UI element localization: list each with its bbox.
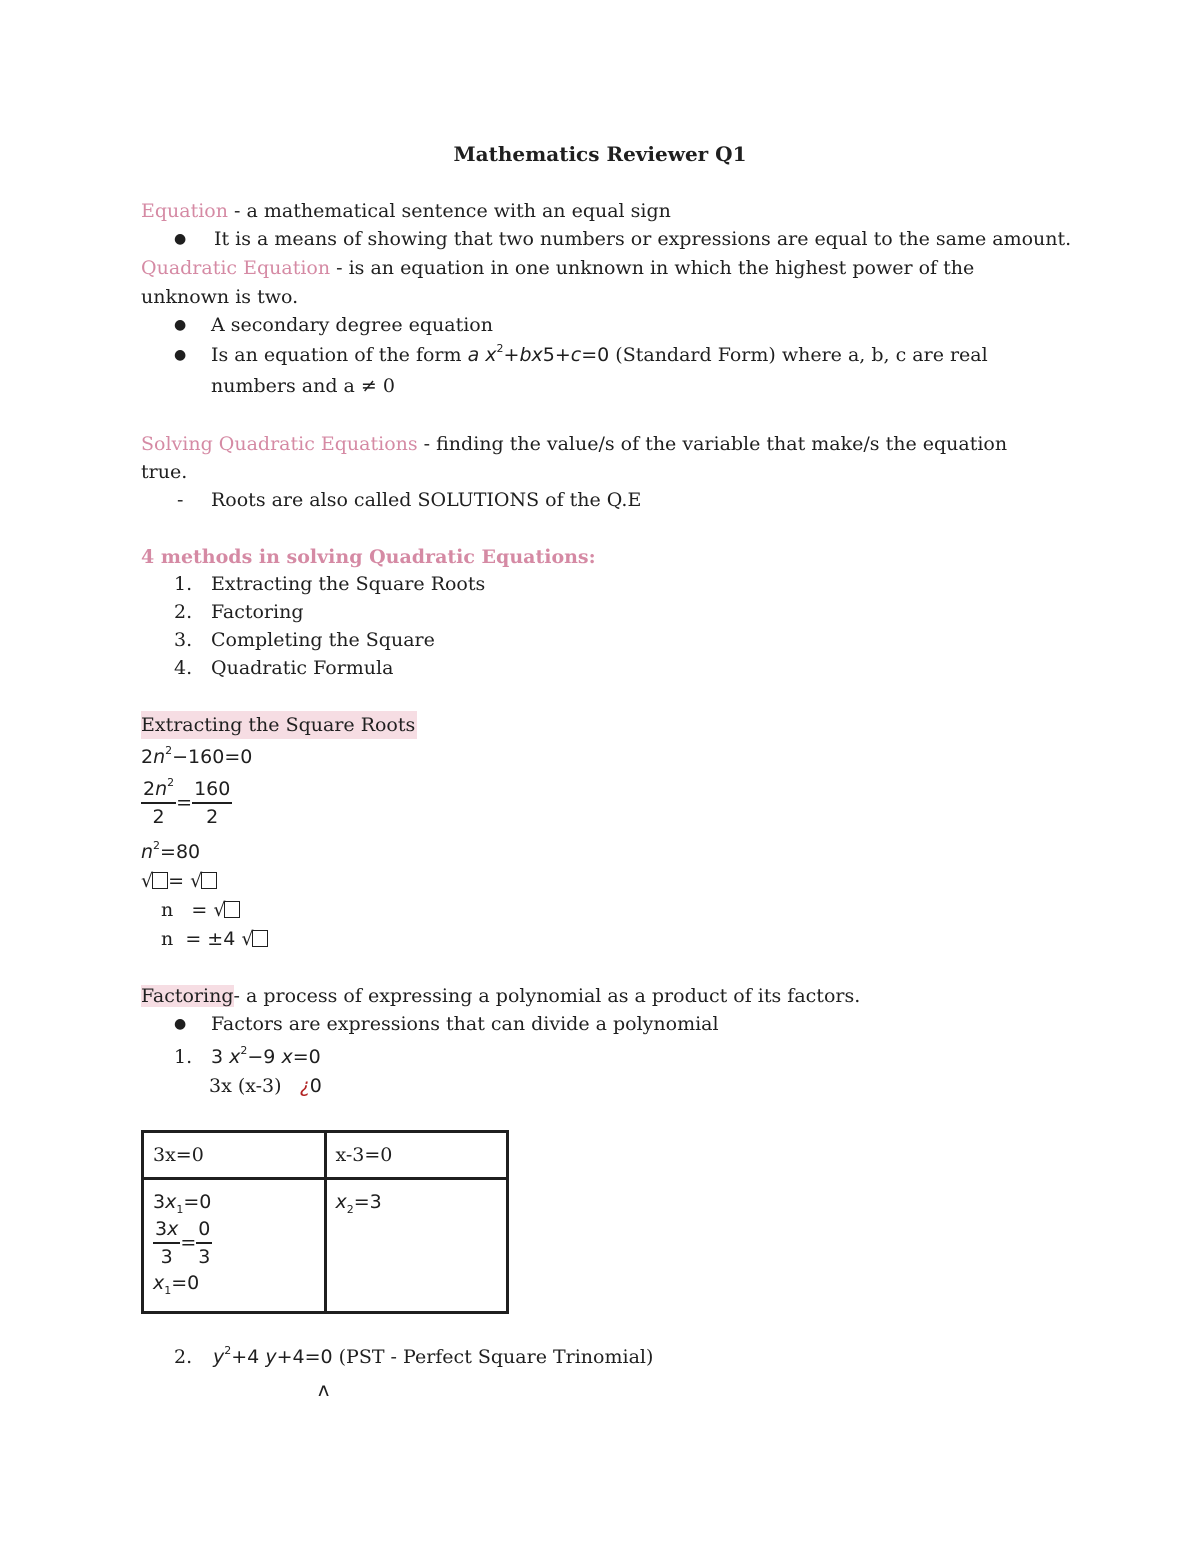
quadratic-term: Quadratic Equation [141, 257, 331, 279]
table-left-line-1: $3x_1=0$ [153, 1191, 212, 1216]
extracting-equation-6-rhs: = ±4 [185, 928, 236, 950]
table-header-left: 3x=0 [153, 1144, 204, 1166]
factoring-item-2 [213, 1343, 653, 1371]
factoring-item-1-factored [209, 1072, 322, 1100]
pst-label: (PST - Perfect Square Trinomial) [332, 1346, 654, 1368]
placeholder-box-icon [201, 872, 217, 889]
factored-expression: 3x (x-3) [209, 1075, 282, 1097]
quadratic-definition-text: - is an equation in one unknown in which the highest power of the [330, 257, 975, 279]
n-variable: n [161, 928, 174, 950]
table-cell [325, 1132, 508, 1179]
bullet-icon: ● [174, 1016, 187, 1032]
list-number: 1. [174, 1046, 193, 1068]
methods-item-4: Quadratic Formula [211, 657, 394, 679]
solving-term: Solving Quadratic Equations [141, 433, 418, 455]
standard-form-formula: a $x^2+bx5+c=0$ [467, 341, 610, 366]
list-number: 2. [174, 601, 193, 623]
equation-term: Equation [141, 200, 228, 222]
page-title: Mathematics Reviewer Q1 [453, 142, 747, 166]
extracting-equation-5: n = √ [161, 896, 240, 924]
bullet-icon: ● [174, 347, 187, 363]
factoring-definition [141, 982, 860, 1010]
factored-zero: 0 [309, 1075, 322, 1097]
solving-definition-line2: true. [141, 461, 188, 483]
methods-item-1: Extracting the Square Roots [211, 573, 486, 595]
placeholder-box-icon [252, 930, 268, 947]
dash-marker: - [177, 489, 184, 511]
methods-item-2: Factoring [211, 601, 304, 623]
quadratic-bullet-2 [211, 341, 988, 369]
extracting-equation-5-rhs: = [191, 899, 208, 921]
bullet-icon: ● [174, 317, 187, 333]
extracting-equation-4: √ = √ [141, 867, 217, 895]
extracting-heading: Extracting the Square Roots [141, 711, 417, 739]
placeholder-box-icon [152, 872, 168, 889]
n-variable: n [161, 899, 174, 921]
quadratic-bullet-2-post: (Standard Form) where a, b, c are real [609, 344, 988, 366]
extracting-equation-1: $2n^2-160=0$ [141, 743, 253, 768]
list-number: 4. [174, 657, 193, 679]
table-cell [143, 1179, 326, 1313]
table-right-line-1: $x_2=3$ [335, 1191, 382, 1216]
table-cell [143, 1132, 326, 1179]
equation-definition [141, 197, 671, 225]
solving-definition [141, 430, 1007, 458]
placeholder-box-icon [224, 901, 240, 918]
table-header-right: x-3=0 [335, 1144, 393, 1166]
factoring-heading: Factoring [141, 985, 234, 1007]
table-left-line-2: $\frac{3x}{3}$ = $\frac{0}{3}$ [155, 1218, 211, 1268]
factoring-table [141, 1130, 509, 1314]
list-number: 2. [174, 1346, 193, 1368]
extracting-equation-6: n = ±4 √ [161, 925, 268, 953]
methods-item-3: Completing the Square [211, 629, 435, 651]
list-number: 3. [174, 629, 193, 651]
pst-equation: $y^2+4$ y+4=0 [213, 1343, 333, 1368]
quadratic-definition-line2: unknown is two. [141, 286, 299, 308]
bullet-icon: ● [174, 231, 187, 247]
extracting-equation-2: $\frac{2n^2}{2}$ = $\frac{160}{2}$ [143, 775, 231, 828]
equation-bullet: It is a means of showing that two numbers or expressions are equal to the same amount. [214, 228, 1072, 250]
extracting-equation-4-eq: = [168, 870, 185, 892]
quadratic-bullet-2-line2: numbers and a ≠ 0 [211, 375, 395, 397]
list-number: 1. [174, 573, 193, 595]
methods-heading: 4 methods in solving Quadratic Equations: [141, 546, 596, 568]
extracting-equation-3: $n^2=80$ [141, 838, 201, 863]
quadratic-definition [141, 254, 974, 282]
table-cell [325, 1179, 508, 1313]
factoring-item-1-equation: 3 $x^2-9$ x=0 [211, 1043, 321, 1068]
inverted-question-icon: ¿ [299, 1075, 310, 1097]
table-left-line-3: $x_1=0$ [153, 1272, 200, 1297]
solving-dash-item: Roots are also called SOLUTIONS of the Q.E [211, 489, 642, 511]
quadratic-bullet-1: A secondary degree equation [211, 314, 493, 336]
solving-definition-text: - finding the value/s of the variable that make/s the equation [417, 433, 1008, 455]
caret-icon: ʌ [318, 1379, 330, 1401]
factoring-definition-text: - a process of expressing a polynomial as a product of its factors. [233, 985, 861, 1007]
factoring-bullet: Factors are expressions that can divide a polynomial [211, 1013, 719, 1035]
equation-definition-text: - a mathematical sentence with an equal sign [227, 200, 671, 222]
quadratic-bullet-2-pre: Is an equation of the form [211, 344, 462, 366]
